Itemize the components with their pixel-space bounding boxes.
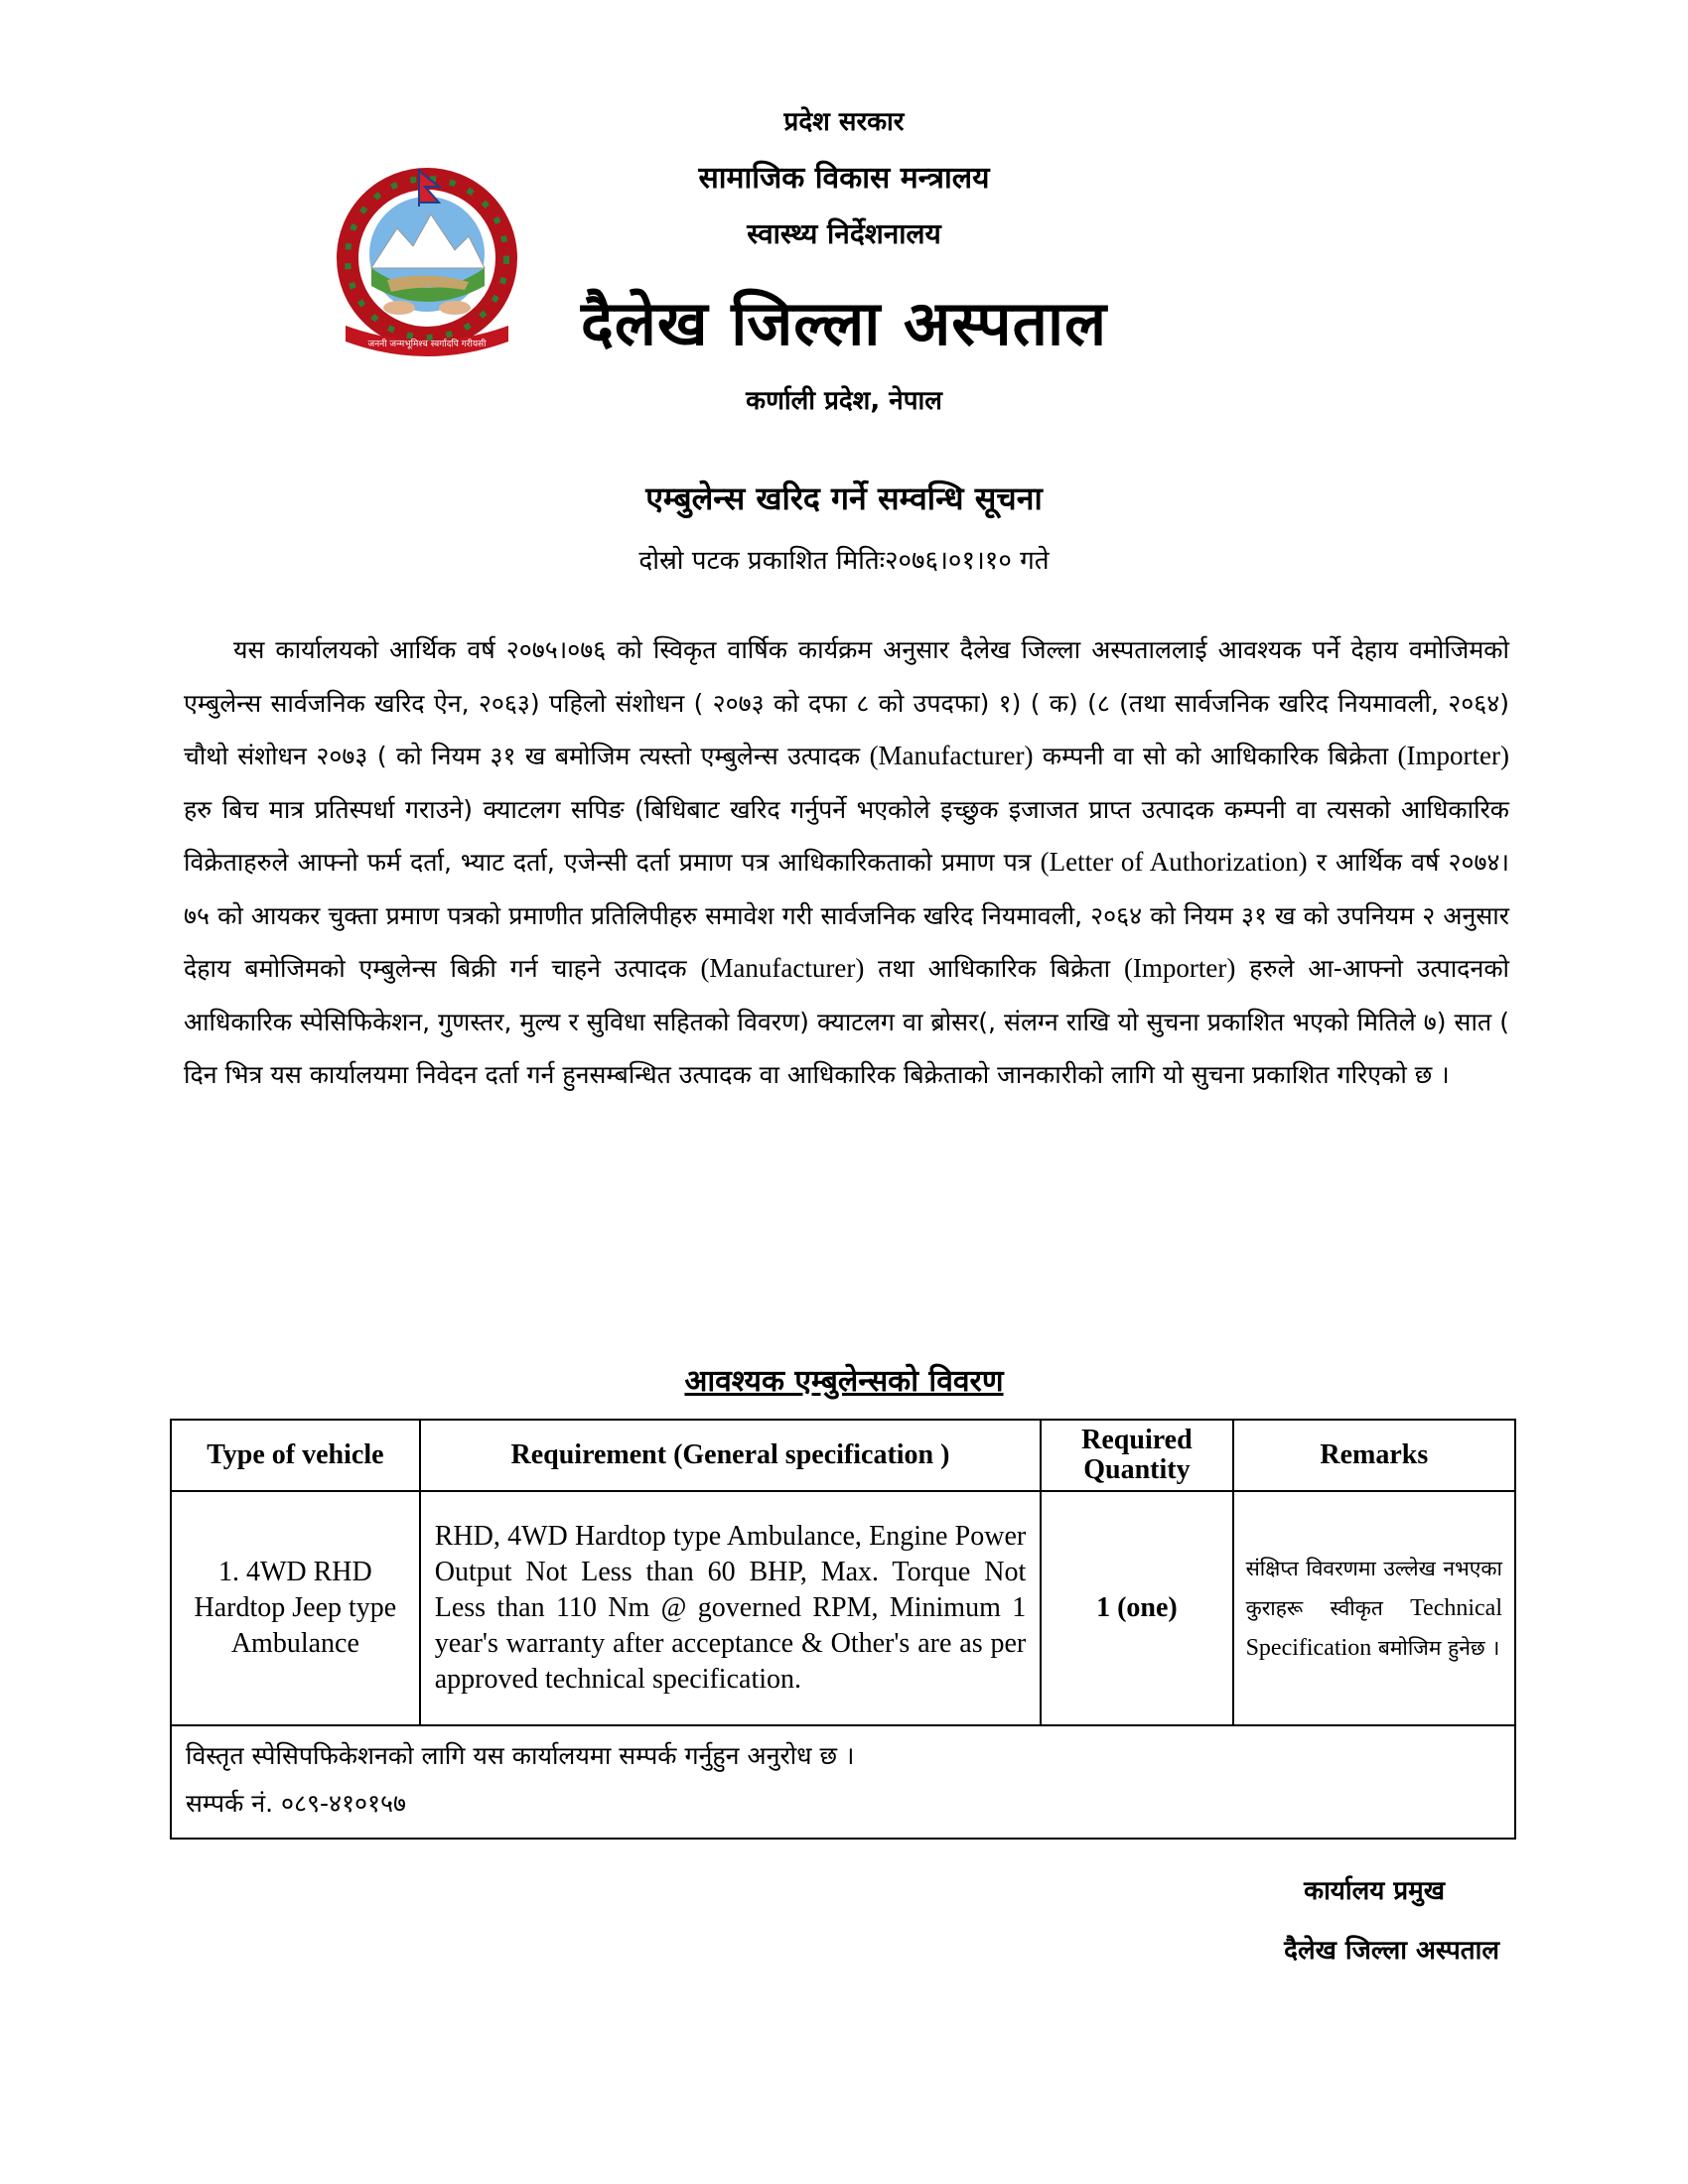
- header-ministry: सामाजिक विकास मन्त्रालय: [698, 161, 990, 196]
- publication-date: दोस्रो पटक प्रकाशित मितिः२०७६।०१।१० गते: [638, 546, 1050, 576]
- remarks-text-a: संक्षिप्त विवरणमा उल्लेख नभएका कुराहरू स्वीकृत: [1245, 1557, 1502, 1620]
- header-location: कर्णाली प्रदेश, नेपाल: [746, 386, 942, 416]
- body-latin-term: (Manufacturer): [869, 741, 1034, 770]
- table-footer-row: [171, 1725, 1515, 1839]
- body-text: र आर्थिक वर्ष २०७४।७५ को आयकर चुक्ता प्रमाण पत्रको प्रमाणीत प्रतिलिपीहरु समावेश गरी सार्वजनिक खरिद नियमावली, २०६४ को नियम ३१ ख को उपनियम २ अनुसार देहाय बमोजिमको एम्बुलेन्स बिक्री गर्न चाहने उत्पादक: [184, 848, 1509, 983]
- body-text: कम्पनी वा सो को आधिकारिक बिक्रेता: [1033, 742, 1398, 770]
- notice-title: एम्बुलेन्स खरिद गर्ने सम्वन्धि सूचना: [645, 479, 1043, 517]
- header-type-of-vehicle: Type of vehicle: [171, 1420, 420, 1491]
- table-row: [171, 1491, 1515, 1725]
- cell-contact: [171, 1725, 1515, 1839]
- header-province-government: प्रदेश सरकार: [783, 107, 905, 137]
- header-required-quantity: Required Quantity: [1041, 1420, 1232, 1491]
- cell-quantity: 1 (one): [1041, 1491, 1232, 1725]
- header-requirement: Requirement (General specification ): [420, 1420, 1042, 1491]
- body-text: हरु बिच मात्र प्रतिस्पर्धा गराउने) क्याटलग सपिङ (बिधिबाट खरिद गर्नुपर्ने भएकोले इच्छुक इजाजत प्राप्त उत्पादक कम्पनी वा त्यसको आधिकारिक विक्रेताहरुले आफ्नो फर्म दर्ता, भ्याट दर्ता, एजेन्सी दर्ता प्रमाण पत्र आधिकारिकताको प्रमाण पत्र: [184, 794, 1509, 877]
- cell-vehicle-type: 1. 4WD RHD Hardtop Jeep type Ambulance: [171, 1491, 420, 1725]
- signature-office: दैलेख जिल्ला अस्पताल: [1284, 1936, 1499, 1966]
- contact-request: विस्तृत स्पेसिपफिकेशनको लागि यस कार्यालयमा सम्पर्क गर्नुहुन अनुरोध छ ।: [186, 1741, 855, 1770]
- body-latin-term: (Manufacturer): [700, 953, 865, 983]
- body-latin-term: (Importer): [1123, 953, 1236, 983]
- ambulance-spec-table: [170, 1419, 1516, 1840]
- body-latin-term: (Importer): [1397, 741, 1509, 770]
- body-latin-term: (Letter of Authorization): [1040, 847, 1308, 877]
- body-text: तथा आधिकारिक बिक्रेता: [864, 954, 1124, 983]
- hospital-name: दैलेख जिल्ला अस्पताल: [580, 287, 1108, 359]
- cell-requirement: RHD, 4WD Hardtop type Ambulance, Engine Power Output Not Less than 60 BHP, Max. Torque Not Less than 110 Nm @ governed RPM, Minimum 1 year's warranty after acceptance & Other's are as per approved technical specification.: [420, 1491, 1042, 1725]
- emblem-motto: जननी जन्मभूमिश्च स्वर्गादपि गरीयसी: [367, 340, 487, 349]
- remarks-text-b: Technical Specification: [1245, 1595, 1502, 1661]
- header-remarks: Remarks: [1233, 1420, 1515, 1491]
- table-header-row: [171, 1420, 1515, 1491]
- remarks-text-c: बमोजिम हुनेछ ।: [1371, 1636, 1500, 1660]
- cell-remarks: [1233, 1491, 1515, 1725]
- signature-title: कार्यालय प्रमुख: [1304, 1876, 1445, 1906]
- notice-body: [184, 623, 1509, 1102]
- header-directorate: स्वास्थ्य निर्देशनालय: [747, 217, 941, 250]
- contact-number: सम्पर्क नं. ०८९-४१०१५७: [186, 1789, 407, 1818]
- table-caption: आवश्यक एम्बुलेन्सको विवरण: [684, 1364, 1004, 1399]
- body-text: यस कार्यालयको आर्थिक वर्ष २०७५।०७६ को स्विकृत वार्षिक कार्यक्रम अनुसार दैलेख जिल्ला अस्पताललाई आवश्यक पर्ने देहाय वमोजिमको एम्बुलेन्स सार्वजनिक खरिद ऐन, २०६३) पहिलो संशोधन ( २०७३ को दफा ८ को उपदफा) १) ( क) (८ (तथा सार्वजनिक खरिद नियमावली, २०६४) चौथो संशोधन २०७३ ( को नियम ३१ ख बमोजिम त्यस्तो एम्बुलेन्स उत्पादक: [184, 635, 1509, 770]
- body-text: हरुले आ-आफ्नो उत्पादनको आधिकारिक स्पेसिफिकेशन, गुणस्तर, मुल्य र सुविधा सहितको विवरण) क्याटलग वा ब्रोसर(, संलग्न राखि यो सुचना प्रकाशित भएको मितिले ७) सात ( दिन भित्र यस कार्यालयमा निवेदन दर्ता गर्न हुनसम्बन्धित उत्पादक वा आधिकारिक बिक्रेताको जानकारीको लागि यो सुचना प्रकाशित गरिएको छ ।: [184, 954, 1509, 1089]
